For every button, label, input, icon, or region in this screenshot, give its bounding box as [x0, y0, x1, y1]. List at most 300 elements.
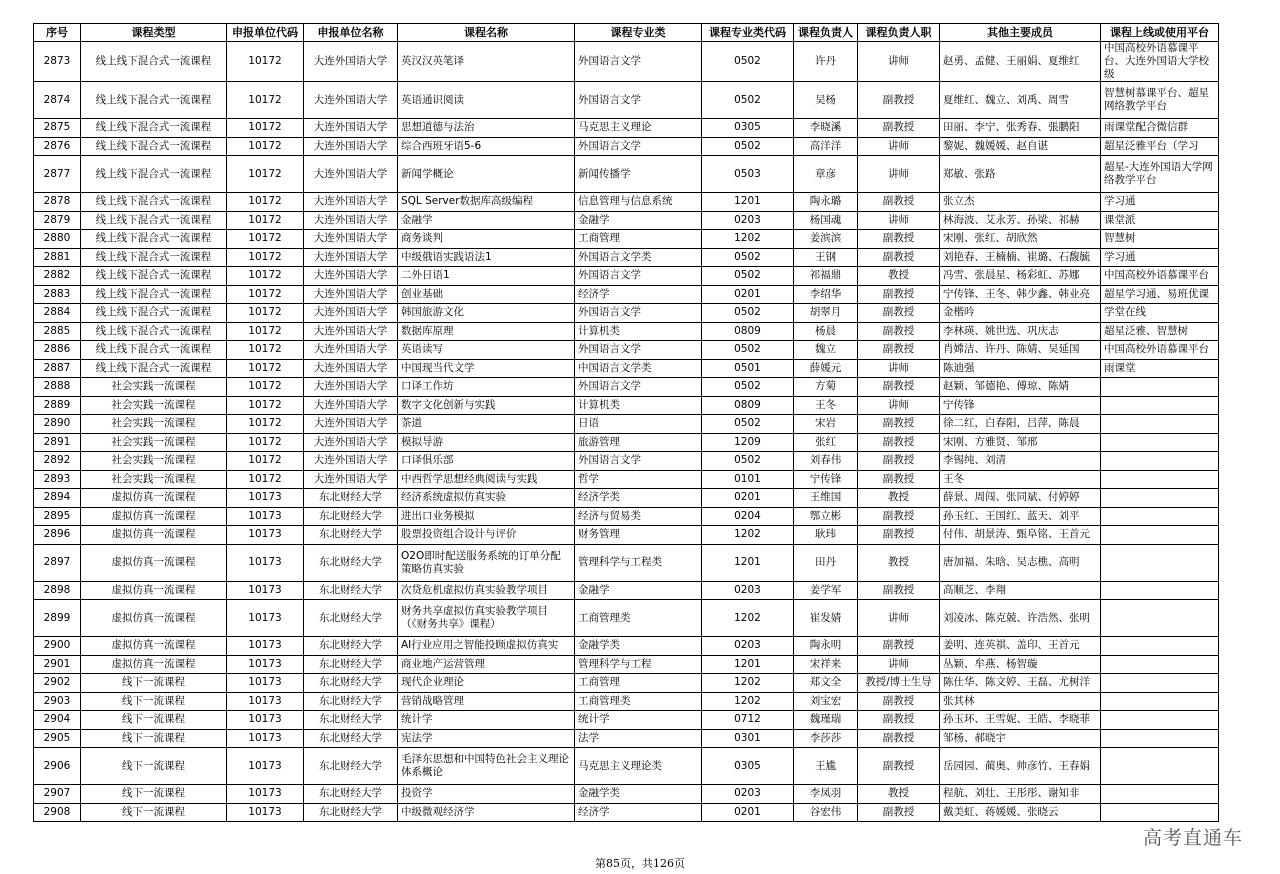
- cell-major-code: 0203: [702, 785, 794, 804]
- cell-major-code: 0502: [702, 82, 794, 119]
- cell-leader-title: 讲师: [858, 600, 940, 637]
- cell-leader-title: 副教授: [858, 341, 940, 360]
- cell-major-category: 马克思主义理论类: [575, 748, 702, 785]
- cell-seq: 2907: [34, 785, 81, 804]
- cell-course-name: 思想道德与法治: [398, 119, 575, 138]
- cell-platform: [1101, 785, 1219, 804]
- cell-course-type: 社会实践一流课程: [81, 452, 227, 471]
- cell-major-code: 1201: [702, 655, 794, 674]
- cell-major-category: 外国语言文学: [575, 452, 702, 471]
- cell-unit-code: 10172: [227, 322, 304, 341]
- cell-unit-code: 10172: [227, 378, 304, 397]
- table-row: [34, 230, 1219, 249]
- cell-members: 刘艳春、王楠楠、崔璐、石馥毓: [940, 248, 1101, 267]
- table-row: [34, 600, 1219, 637]
- cell-leader: 魏立: [794, 341, 858, 360]
- cell-unit-code: 10173: [227, 711, 304, 730]
- cell-seq: 2890: [34, 415, 81, 434]
- cell-major-code: 0101: [702, 470, 794, 489]
- cell-leader-title: 副教授: [858, 248, 940, 267]
- cell-platform: [1101, 526, 1219, 545]
- cell-seq: 2874: [34, 82, 81, 119]
- cell-major-category: 外国语言文学: [575, 341, 702, 360]
- cell-major-code: 0203: [702, 211, 794, 230]
- cell-unit-code: 10172: [227, 137, 304, 156]
- table-row: [34, 489, 1219, 508]
- table-row: [34, 137, 1219, 156]
- cell-platform: [1101, 470, 1219, 489]
- cell-members: 张立杰: [940, 193, 1101, 212]
- cell-leader: 姜滨滨: [794, 230, 858, 249]
- cell-unit-code: 10172: [227, 304, 304, 323]
- cell-unit-code: 10172: [227, 119, 304, 138]
- cell-leader-title: 副教授: [858, 193, 940, 212]
- cell-platform: [1101, 674, 1219, 693]
- cell-platform: 超星泛雅、智慧树: [1101, 322, 1219, 341]
- cell-major-category: 外国语言文学: [575, 378, 702, 397]
- cell-unit-code: 10173: [227, 748, 304, 785]
- cell-members: 邹杨、郝晓宇: [940, 729, 1101, 748]
- col-header-major-code: 课程专业类代码: [702, 24, 794, 42]
- cell-major-code: 0201: [702, 489, 794, 508]
- table-row: [34, 729, 1219, 748]
- cell-unit-name: 东北财经大学: [304, 637, 398, 656]
- cell-platform: 雨课堂: [1101, 359, 1219, 378]
- cell-leader-title: 副教授: [858, 285, 940, 304]
- table-row: [34, 470, 1219, 489]
- cell-course-name: 投资学: [398, 785, 575, 804]
- cell-platform: [1101, 581, 1219, 600]
- cell-members: 宋刚、方雅贤、邹邢: [940, 433, 1101, 452]
- cell-unit-name: 东北财经大学: [304, 748, 398, 785]
- cell-unit-name: 大连外国语大学: [304, 304, 398, 323]
- cell-course-name: 中西哲学思想经典阅读与实践: [398, 470, 575, 489]
- cell-unit-code: 10172: [227, 359, 304, 378]
- cell-major-code: 0305: [702, 119, 794, 138]
- cell-seq: 2873: [34, 42, 81, 82]
- cell-major-category: 金融学: [575, 211, 702, 230]
- cell-unit-code: 10172: [227, 42, 304, 82]
- cell-leader-title: 教授: [858, 544, 940, 581]
- cell-members: 戴美虹、蒋媛媛、张晓云: [940, 803, 1101, 822]
- cell-leader: 方菊: [794, 378, 858, 397]
- cell-members: 宁传锋: [940, 396, 1101, 415]
- cell-leader-title: 讲师: [858, 137, 940, 156]
- col-header-major-category: 课程专业类: [575, 24, 702, 42]
- cell-seq: 2883: [34, 285, 81, 304]
- cell-course-type: 虚拟仿真一流课程: [81, 655, 227, 674]
- cell-major-code: 0203: [702, 581, 794, 600]
- cell-seq: 2893: [34, 470, 81, 489]
- cell-leader: 王钢: [794, 248, 858, 267]
- cell-unit-name: 大连外国语大学: [304, 119, 398, 138]
- cell-seq: 2884: [34, 304, 81, 323]
- cell-course-name: 创业基础: [398, 285, 575, 304]
- cell-seq: 2876: [34, 137, 81, 156]
- cell-unit-code: 10173: [227, 674, 304, 693]
- cell-major-code: 0502: [702, 378, 794, 397]
- cell-seq: 2906: [34, 748, 81, 785]
- cell-major-category: 管理科学与工程: [575, 655, 702, 674]
- cell-leader: 宁传锋: [794, 470, 858, 489]
- page-number: 第85页，共126页: [595, 857, 685, 870]
- cell-platform: [1101, 692, 1219, 711]
- cell-seq: 2892: [34, 452, 81, 471]
- cell-platform: [1101, 637, 1219, 656]
- cell-course-name: 二外日语1: [398, 267, 575, 286]
- cell-course-name: 财务共享虚拟仿真实验教学项目（《财务共享》课程）: [398, 600, 575, 637]
- cell-major-code: 0712: [702, 711, 794, 730]
- cell-leader-title: 副教授: [858, 637, 940, 656]
- cell-seq: 2905: [34, 729, 81, 748]
- cell-leader-title: 副教授: [858, 748, 940, 785]
- cell-unit-name: 大连外国语大学: [304, 137, 398, 156]
- cell-platform: 学堂在线: [1101, 304, 1219, 323]
- cell-major-code: 0502: [702, 452, 794, 471]
- cell-unit-name: 东北财经大学: [304, 729, 398, 748]
- cell-course-name: 综合西班牙语5-6: [398, 137, 575, 156]
- cell-major-code: 1209: [702, 433, 794, 452]
- cell-major-code: 1201: [702, 544, 794, 581]
- cell-platform: 学习通: [1101, 193, 1219, 212]
- table-row: [34, 637, 1219, 656]
- cell-major-code: 0502: [702, 415, 794, 434]
- cell-members: 李锡纯、刘清: [940, 452, 1101, 471]
- cell-seq: 2900: [34, 637, 81, 656]
- cell-members: 王冬: [940, 470, 1101, 489]
- cell-unit-code: 10172: [227, 415, 304, 434]
- cell-platform: [1101, 600, 1219, 637]
- cell-unit-code: 10173: [227, 507, 304, 526]
- cell-leader: 李晓溪: [794, 119, 858, 138]
- table-row: [34, 785, 1219, 804]
- cell-unit-code: 10173: [227, 637, 304, 656]
- cell-course-type: 社会实践一流课程: [81, 470, 227, 489]
- cell-leader: 薛媛元: [794, 359, 858, 378]
- cell-members: 薛景、周闯、张同斌、付婷婷: [940, 489, 1101, 508]
- cell-seq: 2896: [34, 526, 81, 545]
- cell-members: 林海波、艾永芳、孙梁、祁赫: [940, 211, 1101, 230]
- cell-unit-name: 东北财经大学: [304, 674, 398, 693]
- cell-leader-title: 副教授: [858, 415, 940, 434]
- cell-members: 付伟、胡景涛、甄阜铭、王首元: [940, 526, 1101, 545]
- cell-course-type: 线上线下混合式一流课程: [81, 82, 227, 119]
- cell-course-name: 模拟导游: [398, 433, 575, 452]
- cell-course-type: 线上线下混合式一流课程: [81, 267, 227, 286]
- cell-course-type: 线下一流课程: [81, 674, 227, 693]
- cell-leader-title: 讲师: [858, 156, 940, 193]
- cell-leader: 谷宏伟: [794, 803, 858, 822]
- cell-course-name: 中级微观经济学: [398, 803, 575, 822]
- table-row: [34, 433, 1219, 452]
- cell-course-name: 现代企业理论: [398, 674, 575, 693]
- table-row: [34, 285, 1219, 304]
- cell-unit-name: 大连外国语大学: [304, 433, 398, 452]
- cell-major-category: 外国语言文学: [575, 304, 702, 323]
- cell-leader-title: 副教授: [858, 82, 940, 119]
- cell-course-type: 社会实践一流课程: [81, 433, 227, 452]
- cell-leader-title: 副教授: [858, 470, 940, 489]
- cell-major-category: 经济学: [575, 803, 702, 822]
- cell-course-type: 线上线下混合式一流课程: [81, 359, 227, 378]
- cell-platform: [1101, 415, 1219, 434]
- table-row: [34, 304, 1219, 323]
- cell-platform: 智慧树慕课平台、超星网络教学平台: [1101, 82, 1219, 119]
- cell-unit-code: 10172: [227, 433, 304, 452]
- cell-major-category: 中国语言文学类: [575, 359, 702, 378]
- cell-members: 陈迪强: [940, 359, 1101, 378]
- cell-major-code: 0301: [702, 729, 794, 748]
- cell-unit-code: 10172: [227, 470, 304, 489]
- table-row: [34, 378, 1219, 397]
- cell-members: 高顺芝、李翔: [940, 581, 1101, 600]
- table-row: [34, 359, 1219, 378]
- cell-major-category: 旅游管理: [575, 433, 702, 452]
- cell-major-category: 统计学: [575, 711, 702, 730]
- cell-course-name: 数据库原理: [398, 322, 575, 341]
- col-header-course-type: 课程类型: [81, 24, 227, 42]
- col-header-unit-name: 申报单位名称: [304, 24, 398, 42]
- cell-leader: 郑文全: [794, 674, 858, 693]
- cell-major-category: 外国语言文学: [575, 82, 702, 119]
- cell-leader: 王冬: [794, 396, 858, 415]
- cell-platform: 课堂派: [1101, 211, 1219, 230]
- cell-major-code: 0201: [702, 803, 794, 822]
- cell-course-name: 新闻学概论: [398, 156, 575, 193]
- cell-leader-title: 副教授: [858, 322, 940, 341]
- cell-seq: 2891: [34, 433, 81, 452]
- cell-unit-name: 大连外国语大学: [304, 341, 398, 360]
- table-row: [34, 711, 1219, 730]
- cell-course-name: 毛泽东思想和中国特色社会主义理论体系概论: [398, 748, 575, 785]
- cell-course-name: 宪法学: [398, 729, 575, 748]
- col-header-leader-title: 课程负责人职: [858, 24, 940, 42]
- cell-unit-name: 东北财经大学: [304, 785, 398, 804]
- cell-unit-code: 10173: [227, 729, 304, 748]
- cell-platform: [1101, 378, 1219, 397]
- cell-leader-title: 讲师: [858, 359, 940, 378]
- cell-course-type: 线下一流课程: [81, 803, 227, 822]
- cell-members: 郑敏、张路: [940, 156, 1101, 193]
- cell-course-type: 线下一流课程: [81, 748, 227, 785]
- cell-leader: 王尴: [794, 748, 858, 785]
- cell-unit-code: 10172: [227, 193, 304, 212]
- cell-major-category: 外国语言文学: [575, 267, 702, 286]
- cell-unit-name: 东北财经大学: [304, 526, 398, 545]
- cell-course-name: 中国现当代文学: [398, 359, 575, 378]
- cell-leader: 刘宝宏: [794, 692, 858, 711]
- cell-members: 赵颖、邹德艳、傅琼、陈婧: [940, 378, 1101, 397]
- cell-unit-name: 大连外国语大学: [304, 415, 398, 434]
- cell-unit-name: 大连外国语大学: [304, 230, 398, 249]
- cell-platform: [1101, 433, 1219, 452]
- cell-platform: [1101, 452, 1219, 471]
- watermark-text: 高考直通车: [1143, 827, 1244, 849]
- cell-seq: 2908: [34, 803, 81, 822]
- cell-leader-title: 副教授: [858, 119, 940, 138]
- cell-leader-title: 教授: [858, 785, 940, 804]
- cell-leader: 祁福鼎: [794, 267, 858, 286]
- cell-leader-title: 副教授: [858, 452, 940, 471]
- cell-major-category: 工商管理类: [575, 600, 702, 637]
- table-row: [34, 211, 1219, 230]
- cell-major-category: 外国语言文学: [575, 42, 702, 82]
- cell-unit-name: 大连外国语大学: [304, 322, 398, 341]
- cell-seq: 2882: [34, 267, 81, 286]
- cell-platform: [1101, 711, 1219, 730]
- cell-platform: 中国高校外语慕课平台: [1101, 267, 1219, 286]
- cell-members: 肖嫦洁、许丹、陈婧、吴延国: [940, 341, 1101, 360]
- cell-members: 冯雪、张晨星、杨彩虹、苏娜: [940, 267, 1101, 286]
- cell-seq: 2897: [34, 544, 81, 581]
- cell-course-name: 茶道: [398, 415, 575, 434]
- cell-major-code: 0204: [702, 507, 794, 526]
- cell-course-name: 口译工作坊: [398, 378, 575, 397]
- cell-platform: 中国高校外语慕课平台: [1101, 341, 1219, 360]
- cell-seq: 2889: [34, 396, 81, 415]
- cell-seq: 2902: [34, 674, 81, 693]
- cell-course-name: 英语读写: [398, 341, 575, 360]
- col-header-course-name: 课程名称: [398, 24, 575, 42]
- cell-platform: 中国高校外语慕课平台、大连外国语大学校级: [1101, 42, 1219, 82]
- cell-course-type: 线上线下混合式一流课程: [81, 137, 227, 156]
- cell-course-type: 虚拟仿真一流课程: [81, 600, 227, 637]
- cell-unit-name: 大连外国语大学: [304, 193, 398, 212]
- cell-course-type: 虚拟仿真一流课程: [81, 507, 227, 526]
- cell-unit-name: 东北财经大学: [304, 581, 398, 600]
- cell-members: 金楷吟: [940, 304, 1101, 323]
- cell-leader-title: 副教授: [858, 581, 940, 600]
- cell-major-code: 1202: [702, 230, 794, 249]
- cell-major-category: 法学: [575, 729, 702, 748]
- cell-course-name: AI行业应用之智能投顾虚拟仿真实: [398, 637, 575, 656]
- cell-seq: 2895: [34, 507, 81, 526]
- cell-major-code: 0305: [702, 748, 794, 785]
- cell-major-code: 0501: [702, 359, 794, 378]
- cell-seq: 2898: [34, 581, 81, 600]
- table-row: [34, 341, 1219, 360]
- cell-major-category: 金融学类: [575, 637, 702, 656]
- cell-major-category: 经济与贸易类: [575, 507, 702, 526]
- cell-major-category: 工商管理: [575, 674, 702, 693]
- cell-seq: 2904: [34, 711, 81, 730]
- cell-unit-code: 10173: [227, 600, 304, 637]
- cell-unit-name: 大连外国语大学: [304, 452, 398, 471]
- cell-unit-name: 东北财经大学: [304, 711, 398, 730]
- header-row: [34, 24, 1219, 42]
- cell-platform: 智慧树: [1101, 230, 1219, 249]
- cell-course-name: SQL Server数据库高级编程: [398, 193, 575, 212]
- cell-major-code: 0809: [702, 396, 794, 415]
- col-header-members: 其他主要成员: [940, 24, 1101, 42]
- cell-leader: 田丹: [794, 544, 858, 581]
- cell-major-category: 管理科学与工程类: [575, 544, 702, 581]
- cell-platform: [1101, 489, 1219, 508]
- cell-course-type: 线下一流课程: [81, 785, 227, 804]
- cell-leader-title: 教授: [858, 489, 940, 508]
- cell-platform: 超星学习通、易班优课: [1101, 285, 1219, 304]
- cell-unit-name: 大连外国语大学: [304, 396, 398, 415]
- cell-leader-title: 讲师: [858, 396, 940, 415]
- cell-leader-title: 副教授: [858, 304, 940, 323]
- cell-major-code: 1202: [702, 526, 794, 545]
- table-row: [34, 42, 1219, 82]
- cell-platform: [1101, 655, 1219, 674]
- cell-course-name: 英语通识阅读: [398, 82, 575, 119]
- cell-major-category: 信息管理与信息系统: [575, 193, 702, 212]
- cell-course-type: 社会实践一流课程: [81, 378, 227, 397]
- cell-seq: 2881: [34, 248, 81, 267]
- cell-leader: 章彦: [794, 156, 858, 193]
- cell-unit-code: 10173: [227, 785, 304, 804]
- cell-members: 赵勇、孟健、王丽娟、夏维红: [940, 42, 1101, 82]
- cell-members: 李林瑛、姚世选、巩庆志: [940, 322, 1101, 341]
- cell-course-type: 线上线下混合式一流课程: [81, 42, 227, 82]
- cell-leader: 许丹: [794, 42, 858, 82]
- cell-leader-title: 讲师: [858, 42, 940, 82]
- cell-leader: 耿玮: [794, 526, 858, 545]
- cell-course-name: 统计学: [398, 711, 575, 730]
- cell-leader: 张红: [794, 433, 858, 452]
- cell-major-category: 金融学: [575, 581, 702, 600]
- cell-course-name: 经济系统虚拟仿真实验: [398, 489, 575, 508]
- cell-leader-title: 讲师: [858, 211, 940, 230]
- cell-platform: 雨课堂配合微信群: [1101, 119, 1219, 138]
- cell-course-type: 线上线下混合式一流课程: [81, 211, 227, 230]
- table-row: [34, 581, 1219, 600]
- cell-members: 宋刚、张红、胡欣然: [940, 230, 1101, 249]
- cell-major-code: 0502: [702, 304, 794, 323]
- cell-members: 张其林: [940, 692, 1101, 711]
- cell-seq: 2880: [34, 230, 81, 249]
- cell-major-code: 0502: [702, 42, 794, 82]
- cell-unit-name: 东北财经大学: [304, 544, 398, 581]
- col-header-unit-code: 申报单位代码: [227, 24, 304, 42]
- table-row: [34, 507, 1219, 526]
- cell-unit-code: 10172: [227, 230, 304, 249]
- cell-unit-name: 东北财经大学: [304, 600, 398, 637]
- table-row: [34, 803, 1219, 822]
- table-row: [34, 692, 1219, 711]
- cell-major-category: 外国语言文学: [575, 137, 702, 156]
- cell-unit-name: 大连外国语大学: [304, 267, 398, 286]
- table-row: [34, 267, 1219, 286]
- cell-unit-code: 10172: [227, 82, 304, 119]
- cell-course-name: 商务谈判: [398, 230, 575, 249]
- cell-leader: 陶永明: [794, 637, 858, 656]
- cell-major-code: 0201: [702, 285, 794, 304]
- cell-course-name: 数字文化创新与实践: [398, 396, 575, 415]
- table-row: [34, 544, 1219, 581]
- cell-unit-code: 10172: [227, 452, 304, 471]
- cell-leader-title: 副教授: [858, 378, 940, 397]
- cell-course-type: 线上线下混合式一流课程: [81, 304, 227, 323]
- cell-leader-title: 副教授: [858, 729, 940, 748]
- cell-seq: 2894: [34, 489, 81, 508]
- cell-course-name: 英汉汉英笔译: [398, 42, 575, 82]
- cell-seq: 2903: [34, 692, 81, 711]
- cell-members: 唐加福、朱晗、吴志樵、高明: [940, 544, 1101, 581]
- cell-members: 宁传锋、王冬、韩少鑫、韩业亮: [940, 285, 1101, 304]
- cell-unit-code: 10172: [227, 267, 304, 286]
- cell-course-type: 线上线下混合式一流课程: [81, 230, 227, 249]
- cell-course-type: 线上线下混合式一流课程: [81, 285, 227, 304]
- table-row: [34, 526, 1219, 545]
- cell-seq: 2888: [34, 378, 81, 397]
- cell-leader: 姜学军: [794, 581, 858, 600]
- cell-course-type: 线上线下混合式一流课程: [81, 156, 227, 193]
- cell-unit-name: 大连外国语大学: [304, 359, 398, 378]
